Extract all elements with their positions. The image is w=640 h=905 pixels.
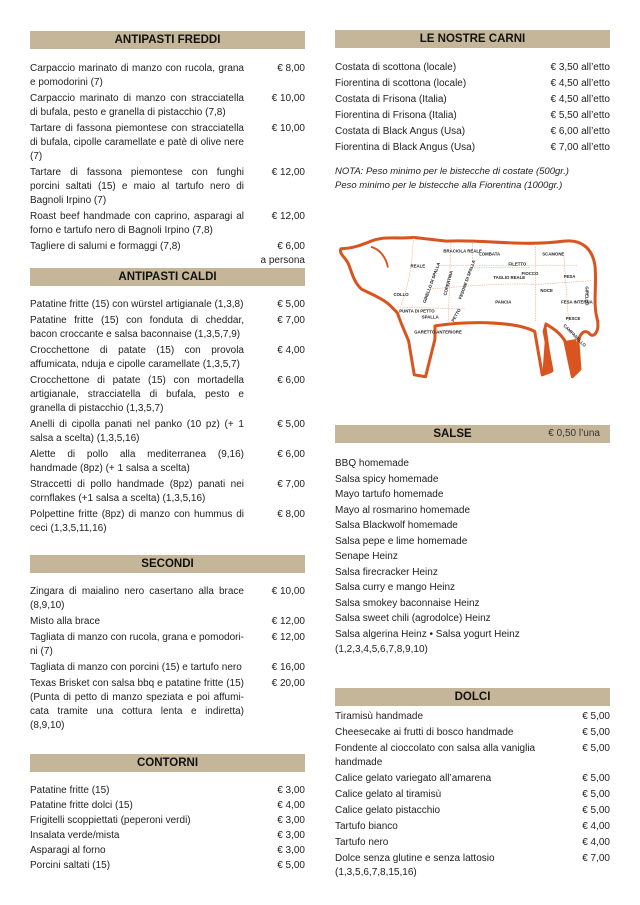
- item-description: Calice gelato variegato all’amarena: [335, 773, 492, 784]
- item-price: € 5,00: [582, 789, 610, 800]
- menu-item: [30, 784, 305, 798]
- item-price: € 10,00: [271, 93, 305, 104]
- item-description: Tagliere di salumi e formaggi (7,8): [30, 241, 181, 252]
- section-header: [335, 425, 610, 443]
- item-description: Tartufo nero: [335, 837, 389, 848]
- item-description: Texas Brisket con salsa bbq e patatine fritte (15) (Punta di petto di manzo speziata e poi affumi-cata tramite una cottura lenta e indiretta) (8,9,10): [30, 678, 244, 731]
- item-price: € 3,00: [277, 845, 305, 856]
- menu-list: [30, 784, 305, 873]
- item-price: € 6,00: [277, 449, 305, 460]
- item-description: Alette di pollo alla mediterranea (9,16) handmade (8pz) (+ 1 salsa a scelta): [30, 449, 244, 474]
- item-description: Carpaccio marinato di manzo con stracciatella di bufala, pesto e granella di pistacchio (7,8): [30, 93, 244, 118]
- cut-label: FIOCCO: [521, 271, 539, 277]
- sauce-item: Salsa smokey baconnaise Heinz: [335, 597, 480, 609]
- menu-item: [30, 615, 305, 629]
- menu-item: [335, 804, 610, 818]
- item-price: € 20,00: [271, 678, 305, 689]
- item-description: Tagliata di manzo con porcini (15) e tartufo nero: [30, 662, 242, 673]
- salse-list: [335, 456, 610, 658]
- item-description: Zingara di maialino nero casertano alla brace (8,9,10): [30, 586, 244, 611]
- item-description: Anelli di cipolla panati nel panko (10 pz) (+ 1 salsa a scelta) (1,3,5,16): [30, 419, 244, 444]
- item-price: € 6,00 all’etto: [550, 126, 610, 137]
- cut-label: GIRELLO: [584, 286, 590, 306]
- sauce-item: BBQ homemade: [335, 458, 409, 469]
- item-description: Crocchettone di patate (15) con provola affumicata, nduja e cipolle caramellate (1,3,5,7): [30, 345, 244, 370]
- item-price: € 3,50 all’etto: [550, 62, 610, 73]
- section-salse: [335, 425, 610, 658]
- cut-label: PUNTA DI PETTO: [399, 308, 435, 314]
- sauce-item: Mayo tartufo homemade: [335, 489, 444, 500]
- cut-label: REALE: [410, 263, 426, 269]
- item-price: € 4,00: [582, 821, 610, 832]
- item-price: € 4,00: [277, 345, 305, 356]
- item-price: € 3,00: [277, 815, 305, 826]
- item-price: € 3,00: [277, 785, 305, 796]
- item-description: Costata di Frisona (Italia): [335, 94, 447, 105]
- sauce-item: Salsa spicy homemade: [335, 473, 439, 485]
- item-price: € 7,00: [277, 479, 305, 490]
- cut-label: GARETTO ANTERIORE: [414, 329, 462, 335]
- item-description: Insalata verde/mista: [30, 830, 120, 841]
- sauce-item: Mayo al rosmarino homemade: [335, 504, 471, 516]
- sauce-item: Salsa curry e mango Heinz: [335, 582, 456, 593]
- item-price: € 4,00: [582, 837, 610, 848]
- menu-item: [335, 93, 610, 107]
- menu-item: [30, 344, 305, 372]
- cut-label: FESA: [563, 273, 576, 279]
- item-description: Patatine fritte (15): [30, 785, 110, 796]
- section-antipasti-caldi: [30, 268, 305, 538]
- item-description: Fiorentina di Frisona (Italia): [335, 110, 457, 121]
- item-price: € 5,50 all’etto: [550, 110, 610, 121]
- item-description: Fondente al cioccolato con salsa alla vaniglia handmade: [335, 743, 536, 768]
- item-price: € 12,00: [271, 616, 305, 627]
- item-price: € 5,00: [582, 727, 610, 738]
- sauce-item: Salsa sweet chili (agrodolce) Heinz: [335, 613, 491, 624]
- item-description: Patatine fritte (15) con würstel artigianale (1,3,8): [30, 299, 244, 310]
- cut-label: FESA INTERNA: [561, 299, 593, 305]
- menu-item: [30, 166, 305, 208]
- item-description: Tiramisù handmade: [335, 711, 424, 722]
- section-contorni: [30, 754, 305, 874]
- menu-item: [30, 210, 305, 238]
- cut-label: SCAMONE: [542, 251, 565, 257]
- section-dolci: [335, 688, 610, 882]
- menu-item: [30, 829, 305, 843]
- item-description: Patatine fritte dolci (15): [30, 800, 133, 811]
- cut-label: FILETTO: [508, 261, 527, 267]
- menu-item: [30, 448, 305, 476]
- menu-item: [335, 61, 610, 75]
- item-description: Tartufo bianco: [335, 821, 398, 832]
- menu-item: [30, 631, 305, 659]
- sauce-item: (1,2,3,4,5,6,7,8,9,10): [335, 644, 428, 655]
- item-description: Roast beef handmade con caprino, asparagi al forno e tartufo nero di Bagnoli Irpino (7,8): [30, 211, 244, 236]
- menu-item: [335, 125, 610, 139]
- sauce-item: Senape Heinz: [335, 551, 398, 562]
- cut-label: COLLO: [393, 291, 409, 297]
- menu-item: [30, 677, 305, 733]
- cut-label: GIRELLO DI SPALLA: [421, 261, 442, 304]
- item-price: € 12,00: [271, 632, 305, 643]
- menu-item: [30, 585, 305, 613]
- menu-item: [30, 799, 305, 813]
- item-price: € 7,00 all’etto: [550, 142, 610, 153]
- item-price: € 5,00: [277, 299, 305, 310]
- note-line: NOTA: Peso minimo per le bistecche di costate (500gr.): [335, 166, 569, 177]
- menu-item: [30, 374, 305, 416]
- item-description: Fiorentina di scottona (locale): [335, 78, 467, 89]
- item-price: € 5,00: [277, 860, 305, 871]
- menu-item: [335, 788, 610, 802]
- weight-note: [335, 165, 610, 193]
- item-description: Tartare di fassona piemontese con funghi porcini saltati (15) e maio al tartufo nero di Bagnoli Irpino (7): [30, 167, 244, 206]
- section-header: SECONDI: [30, 555, 305, 573]
- menu-list: [30, 62, 305, 268]
- section-header: DOLCI: [335, 688, 610, 706]
- menu-item: [30, 122, 305, 164]
- note-line: Peso minimo per le bistecche alla Fiorentina (1000gr.): [335, 180, 563, 191]
- item-price: € 3,00: [277, 830, 305, 841]
- item-description: Carpaccio marinato di manzo con rucola, grana e pomodorini (7): [30, 63, 244, 88]
- item-price: € 7,00: [277, 315, 305, 326]
- item-price: € 8,00: [277, 509, 305, 520]
- section-header: ANTIPASTI CALDI: [30, 268, 305, 286]
- menu-item: [30, 508, 305, 536]
- sauce-item: Salsa pepe e lime homemade: [335, 535, 468, 547]
- menu-item: [335, 141, 610, 155]
- menu-list: [335, 61, 610, 155]
- item-description: Straccetti di pollo handmade (8pz) panati nei cornflakes (+1 salsa a scelta) (1,3,5,16): [30, 479, 244, 504]
- item-price: € 5,00: [582, 743, 610, 754]
- sauce-item: Salsa firecracker Heinz: [335, 566, 438, 578]
- item-description: Porcini saltati (15): [30, 860, 111, 871]
- menu-item: [335, 820, 610, 834]
- menu-item: [335, 710, 610, 724]
- cut-label: CAMPANELLO: [562, 323, 588, 348]
- cut-label: PESCE: [565, 316, 581, 322]
- section-header: LE NOSTRE CARNI: [335, 30, 610, 48]
- item-description: Tartare di fassona piemontese con stracciatella di bufala, cipolle caramellate e patè di olive nere (7): [30, 123, 244, 162]
- section-title: SALSE: [433, 428, 472, 440]
- item-price: € 12,00: [271, 211, 305, 222]
- item-price: € 16,00: [271, 662, 305, 673]
- menu-item: [335, 77, 610, 91]
- beef-cuts-diagram: [332, 228, 617, 388]
- cut-label: COPERTINA: [442, 270, 454, 297]
- item-description: Tagliata di manzo con rucola, grana e pomodori-ni (7): [30, 632, 245, 657]
- menu-item: [335, 726, 610, 740]
- item-price: € 5,00: [582, 773, 610, 784]
- menu-item: [335, 109, 610, 123]
- section-header: ANTIPASTI FREDDI: [30, 31, 305, 49]
- item-description: Costata di scottona (locale): [335, 62, 457, 73]
- item-price: € 5,00: [277, 419, 305, 430]
- cut-label: SPALLA: [421, 314, 439, 320]
- item-description: Cheesecake ai frutti di bosco handmade: [335, 727, 514, 738]
- menu-item: [30, 298, 305, 312]
- cut-label: PANCIA: [495, 299, 512, 305]
- menu-list: [335, 710, 610, 880]
- menu-item: [30, 314, 305, 342]
- menu-list: [30, 585, 305, 733]
- menu-item: [30, 661, 305, 675]
- section-secondi: [30, 555, 305, 735]
- item-price: € 8,00: [277, 63, 305, 74]
- item-description: Calice gelato pistacchio: [335, 805, 441, 816]
- cut-label: TAGLIO REALE: [493, 274, 526, 280]
- item-price: € 5,00: [582, 805, 610, 816]
- item-description: Misto alla brace: [30, 616, 101, 627]
- menu-item: [30, 859, 305, 873]
- cut-label: PETTO: [450, 307, 462, 323]
- item-price: € 10,00: [271, 586, 305, 597]
- item-description: Dolce senza glutine e senza lattosio (1,3,5,6,7,8,15,16): [335, 853, 495, 878]
- section-carni: [335, 30, 610, 193]
- menu-item: [335, 742, 610, 770]
- item-price: € 6,00: [277, 375, 305, 386]
- item-description: Polpettine fritte (8pz) di manzo con hummus di ceci (1,3,5,11,16): [30, 509, 244, 534]
- item-price: € 4,00: [277, 800, 305, 811]
- item-description: Crocchettone di patate (15) con mortadella artigianale, stracciatella di bufala, pesto e granella di pistacchio (1,3,5,7): [30, 375, 244, 414]
- cut-label: LOMBATA: [479, 251, 501, 257]
- item-price: € 5,00: [582, 711, 610, 722]
- menu-item: [30, 62, 305, 90]
- sauce-item: Salsa Blackwolf homemade: [335, 520, 458, 531]
- menu-item: [30, 478, 305, 506]
- menu-item: [30, 92, 305, 120]
- menu-item: [30, 418, 305, 446]
- item-description: Fiorentina di Black Angus (Usa): [335, 142, 476, 153]
- menu-item: [30, 240, 305, 268]
- cut-label: BRACIOLA REALE: [443, 248, 482, 254]
- menu-item: [335, 852, 610, 880]
- cut-labels: [394, 248, 593, 348]
- item-price: € 7,00: [582, 853, 610, 864]
- cut-label: FESONE DI SPALLA: [457, 259, 477, 300]
- item-description: Asparagi al forno: [30, 845, 106, 856]
- cut-label: NOCE: [540, 288, 553, 293]
- item-description: Costata di Black Angus (Usa): [335, 126, 466, 137]
- item-price: € 10,00: [271, 123, 305, 134]
- item-description: Frigitelli scoppiettati (peperoni verdi): [30, 815, 191, 826]
- item-price: € 12,00: [271, 167, 305, 178]
- section-antipasti-freddi: [30, 31, 305, 270]
- section-header: CONTORNI: [30, 754, 305, 772]
- menu-item: [30, 844, 305, 858]
- item-price: € 6,00 a persona: [260, 241, 305, 266]
- item-price: € 4,50 all’etto: [550, 94, 610, 105]
- item-price: € 4,50 all’etto: [550, 78, 610, 89]
- item-description: Calice gelato al tiramisù: [335, 789, 442, 800]
- menu-item: [335, 836, 610, 850]
- item-description: Patatine fritte (15) con fonduta di cheddar, bacon croccante e salsa baconnaise (1,3,5,7,9): [30, 315, 244, 340]
- menu-item: [30, 814, 305, 828]
- sauce-item: Salsa algerina Heinz • Salsa yogurt Heinz: [335, 628, 520, 640]
- menu-list: [30, 298, 305, 536]
- salse-price: € 0,50 l’una: [548, 428, 600, 439]
- menu-item: [335, 772, 610, 786]
